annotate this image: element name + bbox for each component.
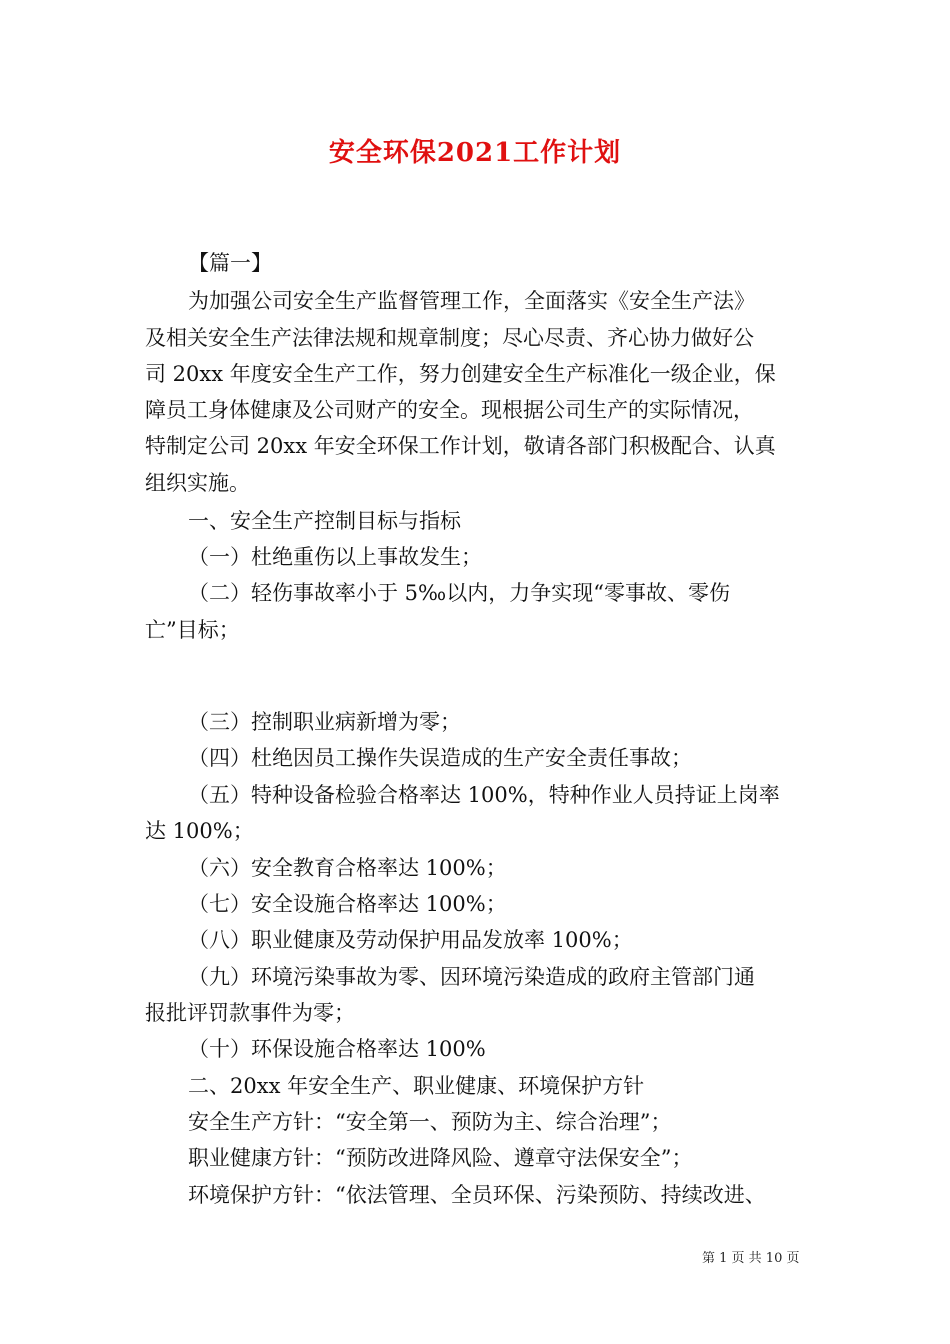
body-line: （一）杜绝重伤以上事故发生；	[188, 545, 482, 569]
document-title: 安全环保2021工作计划	[328, 138, 622, 168]
body-line: （二）轻伤事故率小于 5‰以内，力争实现“零事故、零伤	[188, 581, 730, 605]
body-line: 报批评罚款事件为零；	[145, 1001, 355, 1025]
body-line: 环境保护方针：“依法管理、全员环保、污染预防、持续改进、	[188, 1183, 766, 1207]
body-line: 达 100%；	[145, 819, 254, 843]
heading-line: 一、安全生产控制目标与指标	[188, 509, 461, 533]
heading-line: 二、20xx 年安全生产、职业健康、环境保护方针	[188, 1074, 645, 1098]
body-line: （十）环保设施合格率达 100%	[188, 1037, 486, 1061]
body-line: 职业健康方针：“预防改进降风险、遵章守法保安全”；	[188, 1146, 693, 1170]
body-line: 组织实施。	[145, 471, 250, 495]
body-line: （八）职业健康及劳动保护用品发放率 100%；	[188, 928, 633, 952]
body-line: 亡”目标；	[145, 618, 240, 642]
body-line: 为加强公司安全生产监督管理工作，全面落实《安全生产法》	[188, 289, 755, 313]
page-footer: 第 1 页 共 10 页	[702, 1251, 800, 1266]
section-label: 【篇一】	[188, 251, 272, 275]
body-line: （七）安全设施合格率达 100%；	[188, 892, 507, 916]
body-line: 障员工身体健康及公司财产的安全。现根据公司生产的实际情况，	[145, 398, 754, 422]
body-line: 司 20xx 年度安全生产工作，努力创建安全生产标准化一级企业，保	[145, 362, 776, 386]
body-line: （九）环境污染事故为零、因环境污染造成的政府主管部门通	[188, 965, 755, 989]
body-line: 特制定公司 20xx 年安全环保工作计划，敬请各部门积极配合、认真	[145, 434, 776, 458]
body-line: （六）安全教育合格率达 100%；	[188, 856, 507, 880]
body-line: （三）控制职业病新增为零；	[188, 710, 461, 734]
body-line: 安全生产方针：“安全第一、预防为主、综合治理”；	[188, 1110, 672, 1134]
body-line: 及相关安全生产法律法规和规章制度；尽心尽责、齐心协力做好公	[145, 326, 754, 350]
body-line: （五）特种设备检验合格率达 100%，特种作业人员持证上岗率	[188, 783, 780, 807]
body-line: （四）杜绝因员工操作失误造成的生产安全责任事故；	[188, 746, 692, 770]
